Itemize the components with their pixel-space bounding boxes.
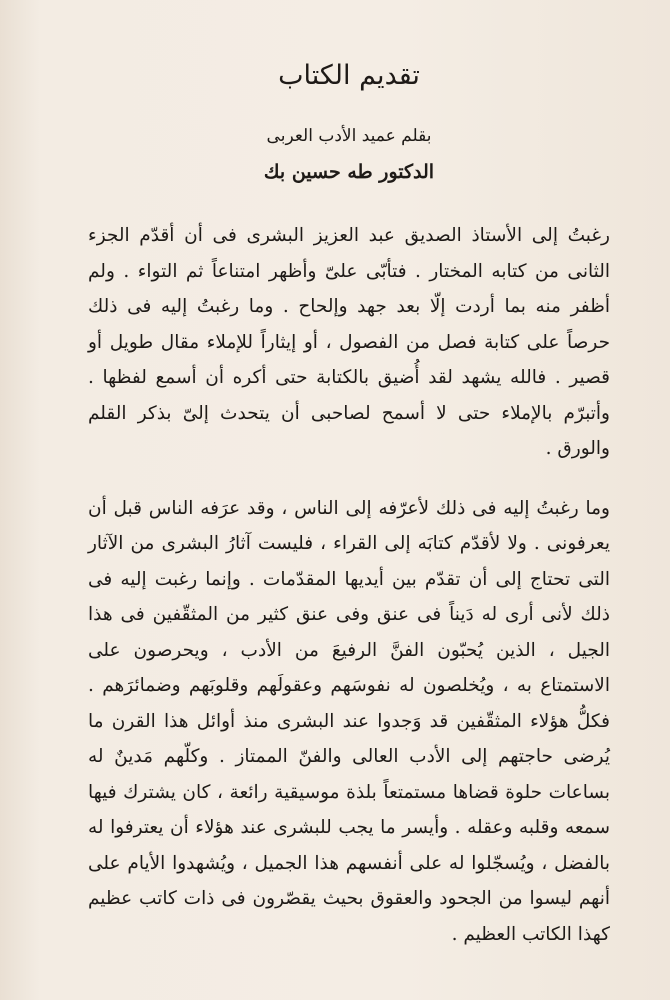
byline: بقلم عميد الأدب العربى [266,126,432,146]
page-content [88,52,610,952]
page-title: تقديم الكتاب [278,60,420,91]
paragraph-2: وما رغبتُ إليه فى ذلك لأعرّفه إلى الناس ، وقد عرَفه الناس قبل أن يعرفونى . ولا لأقدّم كتابَه إلى القراء ، فليست آثارُ البشرى من الآثار التى تحتاج إلى أن تقدّم بين أيديها المقدّمات . وإنما رغبت إليه فى ذلك لأنى أرى له دَيناً فى عنق وفى عنق كثير من المثقّفين فى هذا الجيل ، الذين يُحبّون الفنَّ الرفيعَ من الأدب ، ويحرصون على الاستمتاع به ، ويُخلصون له نفوسَهم وعقولَهم وقلوبَهم وضمائرَهم . فكلُّ هؤلاء المثقّفين قد وَجدوا عند البشرى منذ أوائل هذا القرن ما يُرضى حاجتهم إلى الأدب العالى والفنّ الممتاز . وكلّهم مَدينٌ له بساعات حلوة قضاها مستمتعاً بلذة موسيقية رائعة ، كان يشترك فيها سمعه وقلبه وعقله . وأيسر ما يجب للبشرى عند هؤلاء أن يعترفوا له بالفضل ، ويُسجّلوا له على أنفسهم هذا الجميل ، ويُشهدوا الأيام على أنهم ليسوا من الجحود والعقوق بحيث يقصّرون فى ذات كاتب عظيم كهذا الكاتب العظيم . [88,497,610,945]
paragraph-1: رغبتُ إلى الأستاذ الصديق عبد العزيز البشرى فى أن أقدّم الجزء الثانى من كتابه المختار . فتأبّى علىّ وأظهر امتناعاً ثم التواء . ولم أظفر منه بما أردت إلّا بعد جهد وإلحاح . وما رغبتُ إليه فى ذلك حرصاً على كتابة فصل من الفصول ، أو إيثاراً للإملاء مقال طويل أو قصير . فالله يشهد لقد أُضيق بالكتابة حتى أكره أن أسمع لفظها . وأتبرّم بالإملاء حتى لا أسمح لصاحبى أن يتحدث إلىّ بذكر القلم والورق . [88,225,610,459]
author-name: الدكتور طه حسين بك [263,161,435,183]
